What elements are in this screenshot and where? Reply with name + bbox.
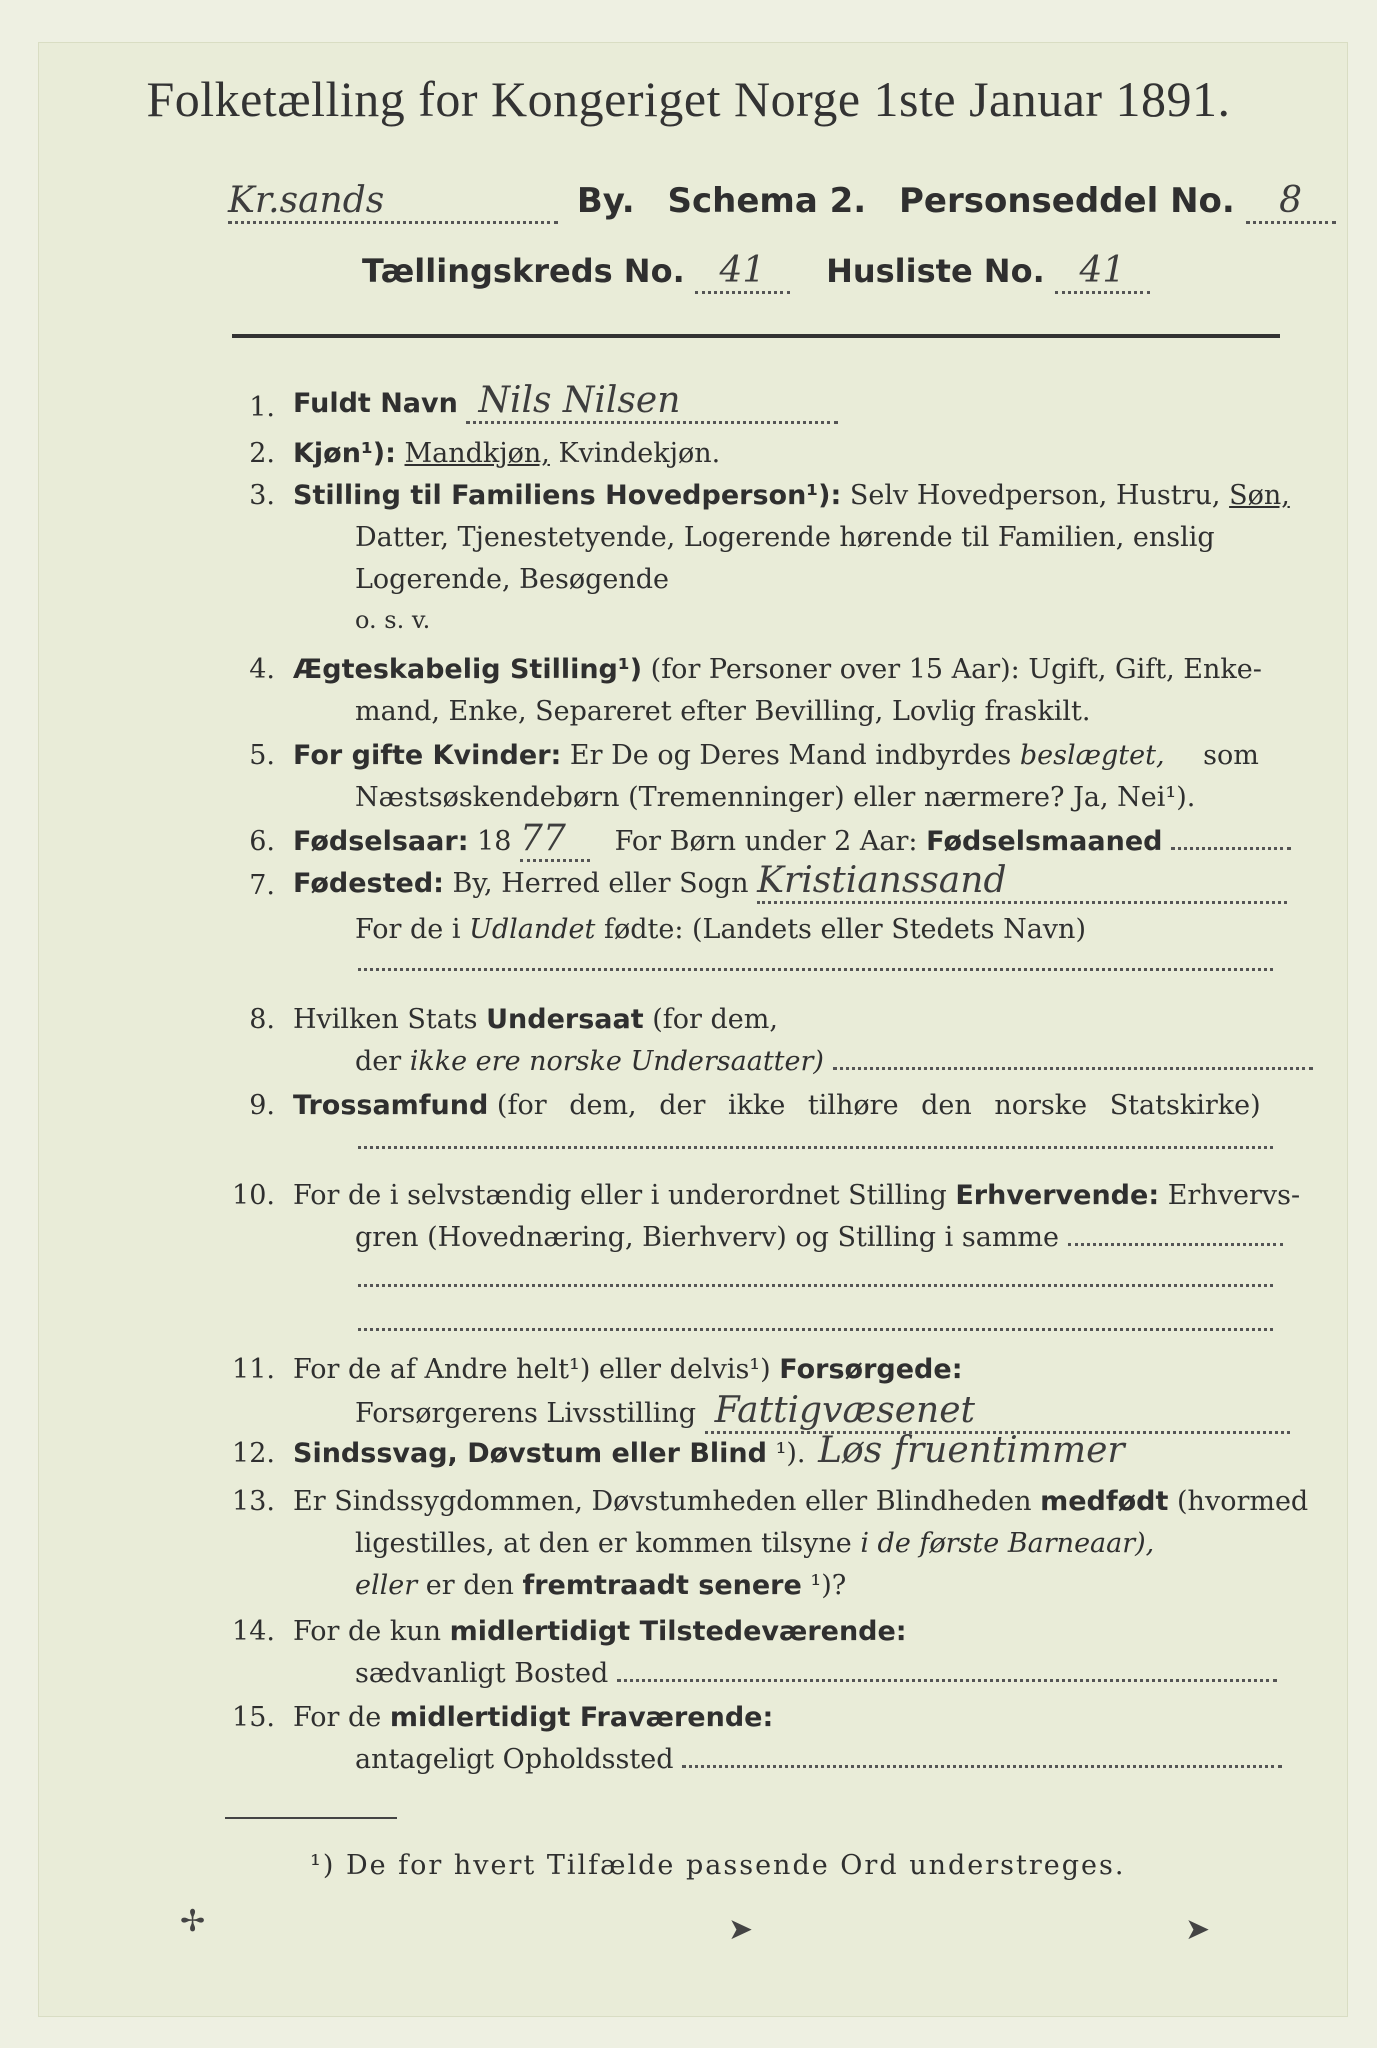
husliste-label: Husliste No. xyxy=(826,252,1045,290)
field-6-mid: For Børn under 2 Aar: xyxy=(614,826,918,857)
field-3-row xyxy=(293,480,1290,511)
field-7-number: 7. xyxy=(249,870,275,901)
city-handwritten: Kr.sands xyxy=(228,180,558,224)
field-7-label: Fødested: xyxy=(293,868,444,899)
field-8-line-2a: der xyxy=(355,1046,402,1077)
field-9-label: Trossamfund xyxy=(293,1090,489,1121)
field-5-line-1c: som xyxy=(1203,740,1259,771)
field-12-sup: ¹). xyxy=(775,1438,806,1469)
field-10-row xyxy=(293,1180,1300,1211)
field-6-row xyxy=(293,818,1291,862)
field-9-rest: (for dem, der ikke tilhøre den norske Statskirke) xyxy=(496,1090,1261,1121)
field-4-label: Ægteskabelig Stilling¹) xyxy=(293,654,643,685)
field-8-blank-line xyxy=(833,1067,1313,1070)
field-13-line-3c: ¹)? xyxy=(810,1570,847,1601)
field-1-value: Nils Nilsen xyxy=(466,380,838,424)
field-5-line-2: Næstsøskendebørn (Tremenninger) eller nærmere? Ja, Nei¹). xyxy=(355,782,1196,813)
field-6-label-2: Fødselsmaaned xyxy=(926,826,1163,857)
field-10-line-1a: For de i selvstændig eller i underordnet Stilling xyxy=(293,1180,947,1211)
field-8-line-2 xyxy=(355,1046,1313,1077)
field-3-option-son: Søn, xyxy=(1229,480,1290,511)
personseddel-label: Personseddel No. xyxy=(899,181,1235,221)
field-7-mid: By, Herred eller Sogn xyxy=(452,868,749,899)
field-10-blank-line-3 xyxy=(358,1328,1273,1331)
field-8-number: 8. xyxy=(249,1004,275,1035)
field-1-row xyxy=(293,380,838,424)
footnote: ¹) De for hvert Tilfælde passende Ord understreges. xyxy=(310,1850,1126,1881)
field-10-line-2-row xyxy=(355,1222,1283,1253)
field-10-label: Erhvervende: xyxy=(955,1180,1160,1211)
field-11-number: 11. xyxy=(232,1354,275,1385)
field-14-number: 14. xyxy=(232,1616,275,1647)
field-2-option-male: Mandkjøn, xyxy=(404,438,550,469)
taellingskreds-number: 41 xyxy=(695,250,790,294)
field-14-line-2-row xyxy=(355,1658,1277,1689)
field-15-label: midlertidigt Fraværende: xyxy=(389,1702,774,1733)
field-14-row xyxy=(293,1616,907,1647)
field-1-label: Fuldt Navn xyxy=(293,388,458,419)
field-13-line-3b: er den xyxy=(425,1570,514,1601)
field-4-number: 4. xyxy=(249,654,275,685)
form-title: Folketælling for Kongeriget Norge 1ste Januar 1891. xyxy=(146,71,1231,127)
field-6-prefix: 18 xyxy=(477,826,512,857)
field-7-line-2b: Udlandet xyxy=(469,914,596,945)
field-13-number: 13. xyxy=(232,1486,275,1517)
field-10-number: 10. xyxy=(232,1180,275,1211)
field-10-blank-line-2 xyxy=(358,1284,1273,1287)
field-4-line-1: (for Personer over 15 Aar): Ugift, Gift, Enke- xyxy=(650,654,1262,685)
field-10-line-1b: Erhvervs- xyxy=(1167,1180,1301,1211)
field-3-number: 3. xyxy=(249,480,275,511)
field-11-line-2: Forsørgerens Livsstilling xyxy=(355,1398,697,1429)
field-7-blank-line xyxy=(358,968,1273,971)
field-14-line-1a: For de kun xyxy=(293,1616,441,1647)
taellingskreds-label: Tællingskreds No. xyxy=(362,252,685,290)
field-15-row xyxy=(293,1702,773,1733)
field-11-row xyxy=(293,1354,963,1385)
field-7-line-2c: fødte: (Landets eller Stedets Navn) xyxy=(603,914,1086,945)
field-5-label: For gifte Kvinder: xyxy=(293,740,562,771)
field-13-row xyxy=(293,1486,1308,1517)
field-1-number: 1. xyxy=(249,392,275,423)
field-13-line-2a: ligestilles, at den er kommen tilsyne xyxy=(355,1528,852,1559)
field-5-number: 5. xyxy=(249,740,275,771)
field-8-line-1a: Hvilken Stats xyxy=(293,1004,478,1035)
field-12-number: 12. xyxy=(232,1438,275,1469)
field-8-label: Undersaat xyxy=(486,1004,644,1035)
field-7-value: Kristianssand xyxy=(757,860,1287,904)
field-8-line-1b: (for dem, xyxy=(652,1004,778,1035)
registration-mark-center: ➤ xyxy=(728,1912,754,1947)
field-8-line-2b: ikke ere norske Undersaatter) xyxy=(409,1046,824,1077)
field-7-line-2 xyxy=(355,914,1086,945)
field-10-blank-a xyxy=(1068,1243,1283,1246)
field-15-line-2: antageligt Opholdssted xyxy=(355,1744,674,1775)
registration-mark-right: ➤ xyxy=(1185,1912,1211,1947)
field-9-number: 9. xyxy=(249,1090,275,1121)
field-6-number: 6. xyxy=(249,826,275,857)
field-6-label: Fødselsaar: xyxy=(293,826,469,857)
field-4-row xyxy=(293,654,1262,685)
field-7-row xyxy=(293,860,1287,904)
field-13-line-1a: Er Sindssygdommen, Døvstumheden eller Blindheden xyxy=(293,1486,1032,1517)
field-2-label: Kjøn¹): xyxy=(293,438,396,469)
field-13-line-3a: eller xyxy=(355,1570,418,1601)
field-3-label: Stilling til Familiens Hovedperson¹): xyxy=(293,480,842,511)
field-11-line-1: For de af Andre helt¹) eller delvis¹) xyxy=(293,1354,771,1385)
field-15-line-1a: For de xyxy=(293,1702,382,1733)
field-3-line-2: Datter, Tjenestetyende, Logerende hørende til Familien, enslig xyxy=(355,522,1215,553)
field-13-line-2b: i de første Barneaar), xyxy=(860,1528,1155,1559)
field-13-label: medfødt xyxy=(1040,1486,1169,1517)
field-3-line-4: o. s. v. xyxy=(355,606,431,634)
field-6-value: 77 xyxy=(520,818,590,862)
husliste-number: 41 xyxy=(1055,250,1150,294)
field-2-row xyxy=(293,438,720,469)
field-15-number: 15. xyxy=(232,1702,275,1733)
field-13-line-1b: (hvormed xyxy=(1177,1486,1309,1517)
field-12-label: Sindssvag, Døvstum eller Blind xyxy=(293,1438,767,1469)
field-11-label: Forsørgede: xyxy=(779,1354,963,1385)
schema-label: Schema 2. xyxy=(667,181,867,221)
registration-mark-left: ✢ xyxy=(180,1904,206,1939)
field-10-line-2: gren (Hovednæring, Bierhverv) og Stilling i samme xyxy=(355,1222,1060,1253)
field-7-line-2a: For de i xyxy=(355,914,461,945)
field-13-line-2 xyxy=(355,1528,1154,1559)
field-5-line-1a: Er De og Deres Mand indbyrdes xyxy=(569,740,1012,771)
field-11-value: Fattigvæsenet xyxy=(705,1390,1290,1434)
field-3-line-3: Logerende, Besøgende xyxy=(355,564,669,595)
by-label: By. xyxy=(576,181,635,221)
field-13-line-3 xyxy=(355,1570,846,1601)
field-14-line-2: sædvanligt Bosted xyxy=(355,1658,609,1689)
field-8-row xyxy=(293,1004,778,1035)
field-9-row xyxy=(293,1090,1261,1121)
field-12-value: Løs fruentimmer xyxy=(818,1430,1125,1471)
field-12-row xyxy=(293,1430,1125,1471)
field-13-label-2: fremtraadt senere xyxy=(522,1570,802,1601)
field-6-month-line xyxy=(1171,847,1291,850)
field-3-options: Selv Hovedperson, Hustru, xyxy=(849,480,1221,511)
field-2-number: 2. xyxy=(249,438,275,469)
field-4-line-2: mand, Enke, Separeret efter Bevilling, Lovlig fraskilt. xyxy=(355,696,1091,727)
field-11-line-2-row xyxy=(355,1390,1290,1434)
field-5-line-1b: beslægtet, xyxy=(1019,740,1165,771)
district-line xyxy=(362,250,1150,294)
field-15-line-2-row xyxy=(355,1744,1282,1775)
field-2-option-female: Kvindekjøn. xyxy=(558,438,721,469)
footnote-rule xyxy=(225,1817,397,1819)
field-5-row xyxy=(293,740,1259,771)
field-14-blank-line xyxy=(617,1679,1277,1682)
field-9-blank-line xyxy=(358,1146,1273,1149)
personseddel-number: 8 xyxy=(1246,180,1336,224)
field-14-label: midlertidigt Tilstedeværende: xyxy=(449,1616,907,1647)
field-15-blank-line xyxy=(682,1765,1282,1768)
city-line xyxy=(228,180,1336,224)
header-rule xyxy=(232,334,1280,338)
